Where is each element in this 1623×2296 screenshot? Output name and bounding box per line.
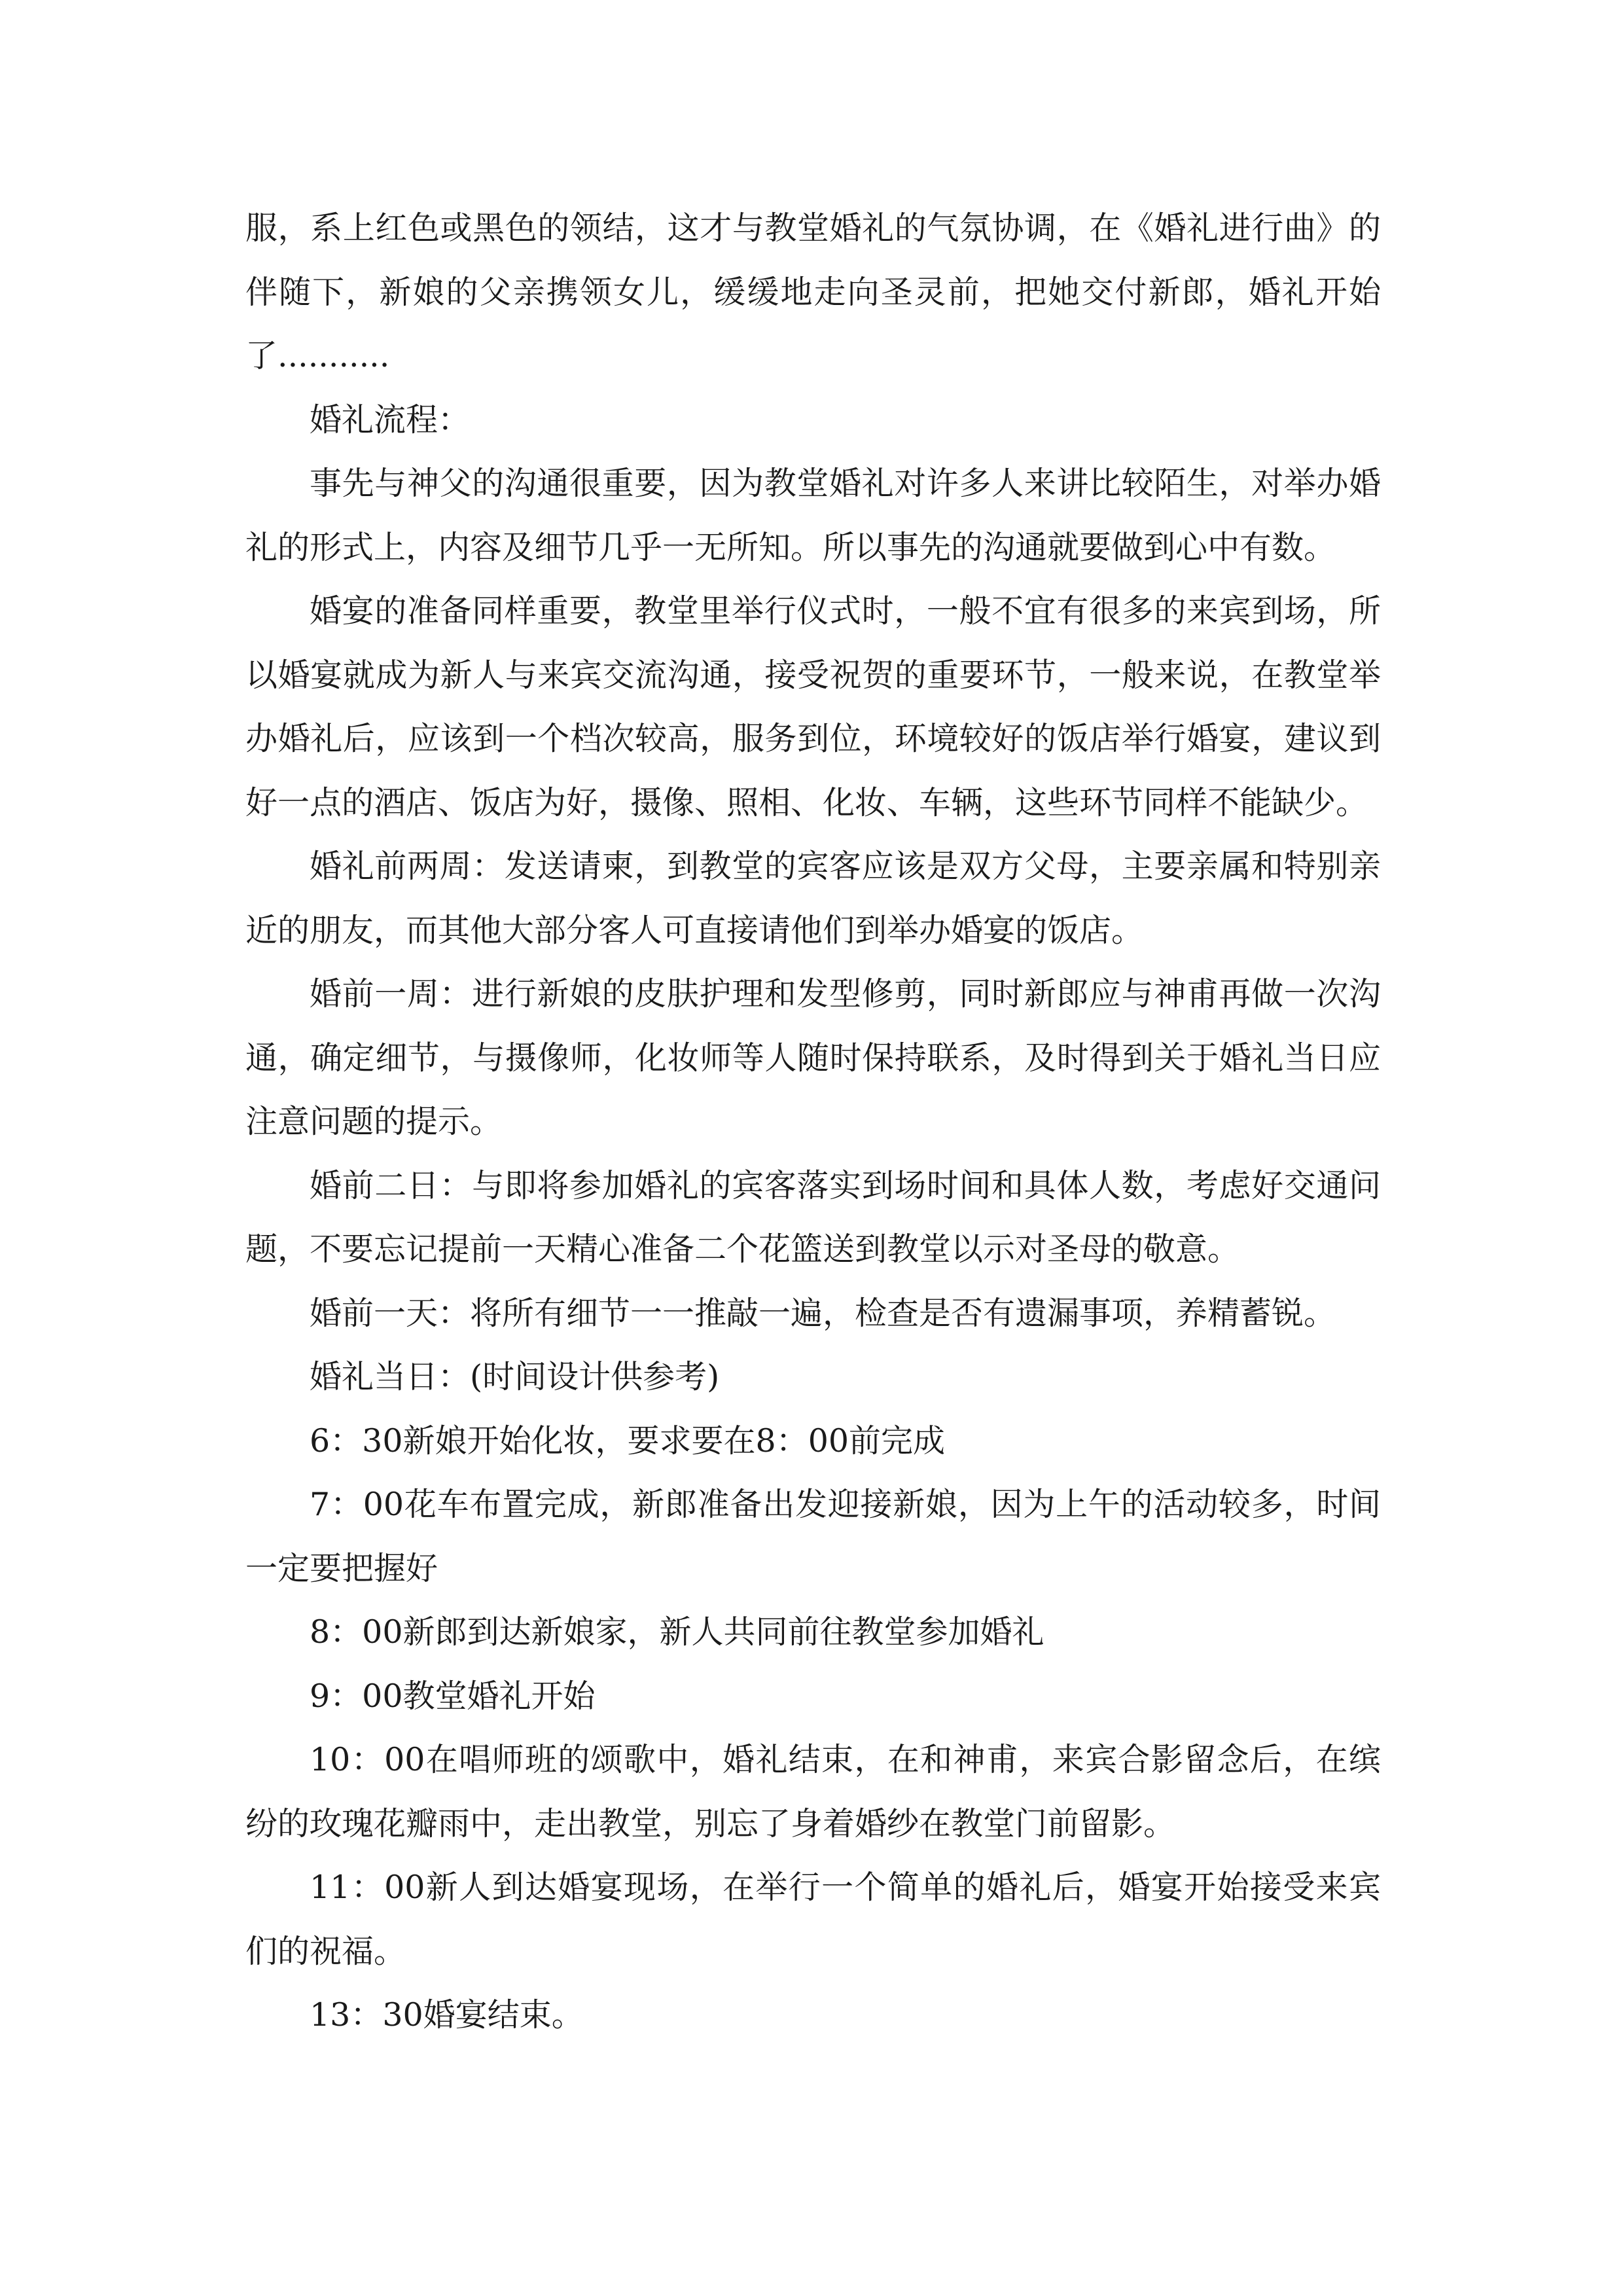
schedule-item: 7：00花车布置完成，新郎准备出发迎接新娘，因为上午的活动较多，时间一定要把握好 (245, 1486, 1381, 1587)
schedule-item: 10：00在唱师班的颂歌中，婚礼结束，在和神甫，来宾合影留念后，在缤纷的玫瑰花瓣雨中，走出教堂，别忘了身着婚纱在教堂门前留影。 (245, 1741, 1381, 1842)
paragraph-two-weeks-before: 婚礼前两周：发送请柬，到教堂的宾客应该是双方父母，主要亲属和特别亲近的朋友，而其他大部分客人可直接请他们到举办婚宴的饭店。 (245, 848, 1381, 949)
schedule-item: 11：00新人到达婚宴现场，在举行一个简单的婚礼后，婚宴开始接受来宾们的祝福。 (245, 1869, 1381, 1970)
schedule-item: 6：30新娘开始化妆，要求要在8：00前完成 (310, 1422, 946, 1460)
paragraph-continuation: 服，系上红色或黑色的领结，这才与教堂婚礼的气氛协调，在《婚礼进行曲》的伴随下，新娘的父亲携领女儿，缓缓地走向圣灵前，把她交付新郎，婚礼开始了........... (245, 209, 1381, 374)
paragraph-one-day-before: 婚前一天：将所有细节一一推敲一遍，检查是否有遗漏事项，养精蓄锐。 (310, 1294, 1336, 1332)
paragraph-two-days-before: 婚前二日：与即将参加婚礼的宾客落实到场时间和具体人数，考虑好交通问题，不要忘记提前一天精心准备二个花篮送到教堂以示对圣母的敬意。 (245, 1166, 1381, 1268)
schedule-item: 9：00教堂婚礼开始 (310, 1677, 596, 1715)
schedule-item: 8：00新郎到达新娘家，新人共同前往教堂参加婚礼 (310, 1613, 1044, 1651)
paragraph-priest-communication: 事先与神父的沟通很重要，因为教堂婚礼对许多人来讲比较陌生，对举办婚礼的形式上，内容及细节几乎一无所知。所以事先的沟通就要做到心中有数。 (245, 465, 1381, 566)
paragraph-one-week-before: 婚前一周：进行新娘的皮肤护理和发型修剪，同时新郎应与神甫再做一次沟通，确定细节，与摄像师，化妆师等人随时保持联系，及时得到关于婚礼当日应注意问题的提示。 (245, 975, 1381, 1140)
paragraph-wedding-day-heading: 婚礼当日：(时间设计供参考) (310, 1358, 720, 1395)
paragraph-banquet-preparation: 婚宴的准备同样重要，教堂里举行仪式时，一般不宜有很多的来宾到场，所以婚宴就成为新人与来宾交流沟通，接受祝贺的重要环节，一般来说，在教堂举办婚礼后，应该到一个档次较高，服务到位，环境较好的饭店举行婚宴，建议到好一点的酒店、饭店为好，摄像、照相、化妆、车辆，这些环节同样不能缺少。 (245, 592, 1381, 821)
document-body (245, 196, 1381, 2047)
section-heading-process: 婚礼流程： (310, 401, 471, 439)
schedule-item: 13：30婚宴结束。 (310, 1996, 584, 2034)
